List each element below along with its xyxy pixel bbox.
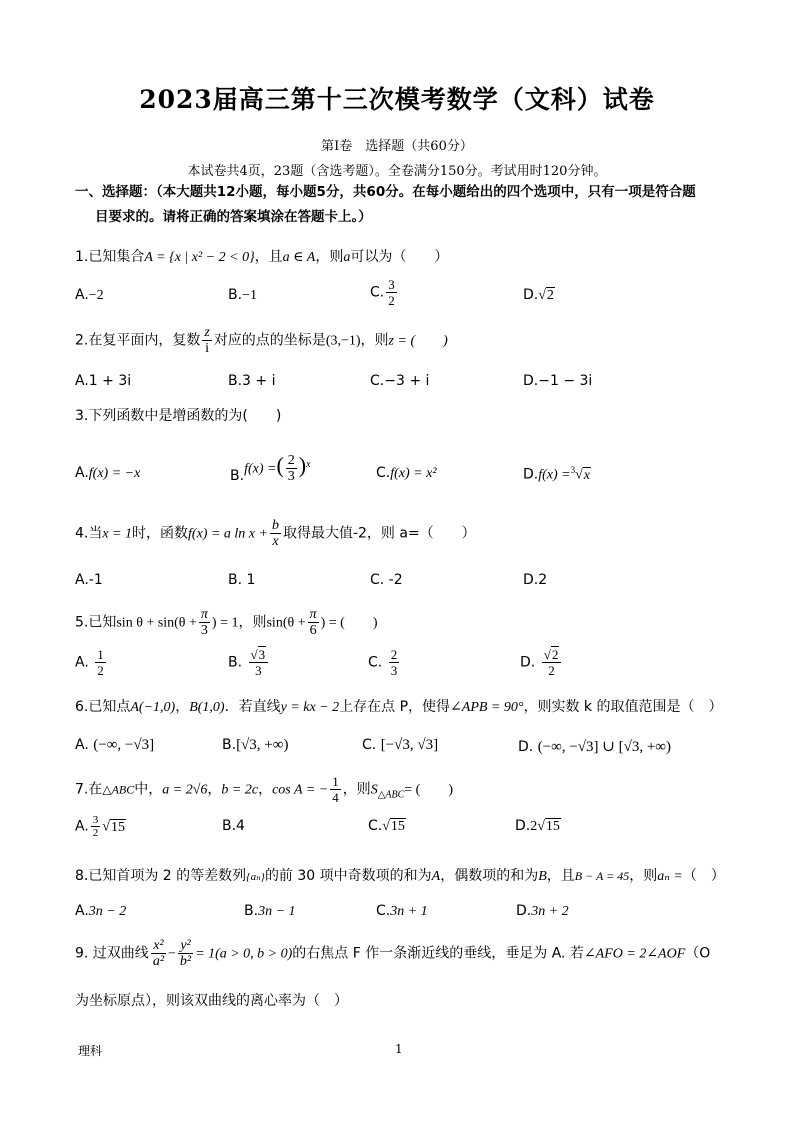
q6-option-c[interactable]: C. [−√3, √3] xyxy=(362,737,439,753)
q1-option-c[interactable]: C. $\frac{3}{2}$ xyxy=(370,277,395,308)
q1-option-d[interactable]: D.√2 xyxy=(523,287,554,303)
q6-option-a[interactable]: A. (−∞, −√3] xyxy=(75,737,155,753)
page-title: 2023届高三第十三次模考数学（文科）试卷 xyxy=(139,85,655,114)
q8-option-d[interactable]: D.3n + 2 xyxy=(516,903,569,919)
q4-option-b[interactable]: B. 1 xyxy=(228,572,256,588)
q2-option-c[interactable]: C.−3 + i xyxy=(370,373,430,389)
question-2: 2.在复平面内，复数 $\frac{z}{i}$ 对应的点的坐标是(3,−1)，则z = ( ) xyxy=(75,325,448,356)
q4-option-a[interactable]: A.-1 xyxy=(75,572,103,588)
q4-option-c[interactable]: C. -2 xyxy=(370,572,403,588)
exam-notice: 本试卷共4页，23题（含选考题）。全卷满分150分。考试用时120分钟。 xyxy=(187,164,607,179)
q8-option-a[interactable]: A.3n − 2 xyxy=(75,903,127,919)
question-9: 9. 过双曲线 $\frac{\text{x²}}{\text{a²}}$ − $\frac{\text{y²}}{\text{b²}}$ = 1(a > 0, b > 0)的右焦点 F 作一条渐近线的垂线，垂足为 A. 若∠AFO = 2∠AOF（O xyxy=(75,938,711,969)
question-4: 4.当x = 1时，函数f(x) = a ln x + $\frac{b}{x}$ 取得最大值-2，则 a=（ ） xyxy=(75,518,476,549)
q1-option-a[interactable]: A.−2 xyxy=(75,287,104,303)
q5-option-d[interactable]: D. $\frac{√2}{2}$ xyxy=(520,647,563,678)
q3-option-b[interactable]: B.f(x) =( $\frac{2}{3}$ )$^x$ xyxy=(230,452,311,484)
q5-option-c[interactable]: C. $\frac{2}{3}$ xyxy=(368,647,398,678)
section-heading-line2: 目要求的。请将正确的答案填涂在答题卡上。） xyxy=(95,209,372,225)
question-9-line2: 为坐标原点），则该双曲线的离心率为（ ） xyxy=(75,993,348,1009)
question-5: 5.已知sin θ + sin(θ + $\frac{\pi}{3}$ ) = 1，则sin(θ + $\frac{\pi}{6}$ ) = ( ) xyxy=(75,607,378,638)
q5-option-a[interactable]: A. $\frac{1}{2}$ xyxy=(75,647,104,678)
q3-option-a[interactable]: A.f(x) = −x xyxy=(75,465,141,481)
question-6: 6.已知点A(−1,0)，B(1,0)．若直线y = kx − 2上存在点 P，使得∠APB = 90°，则实数 k 的取值范围是（ ） xyxy=(75,699,723,715)
q7-option-b[interactable]: B.4 xyxy=(222,818,245,834)
q6-option-b[interactable]: B.[√3, +∞) xyxy=(222,737,289,753)
q8-option-b[interactable]: B.3n − 1 xyxy=(244,903,296,919)
q4-option-d[interactable]: D.2 xyxy=(523,572,548,588)
q2-option-a[interactable]: A.1 + 3i xyxy=(75,373,132,389)
q3-option-d[interactable]: D.f(x) =$^3$√x xyxy=(523,465,591,483)
footer-subject: 理科 xyxy=(78,1044,103,1058)
q7-option-c[interactable]: C.√15 xyxy=(368,818,405,834)
q1-option-b[interactable]: B.−1 xyxy=(228,287,257,303)
q7-option-d[interactable]: D.2√15 xyxy=(515,818,560,834)
q6-option-d[interactable]: D. (−∞, −√3] ∪ [√3, +∞) xyxy=(518,739,671,755)
q3-option-c[interactable]: C.f(x) = x² xyxy=(376,465,437,481)
section-heading-line1: 一、选择题：（本大题共12小题，每小题5分，共60分。在每小题给出的四个选项中，只有一项是符合题 xyxy=(75,184,696,200)
q2-option-b[interactable]: B.3 + i xyxy=(228,373,276,389)
section-label: 第Ⅰ卷 选择题（共60分） xyxy=(321,139,473,154)
question-7: 7.在△ABC中，a = 2√6，b = 2c，cos A = − $\frac{1}{4}$ ，则$S_{\triangle ABC}=$ ( ) xyxy=(75,774,453,805)
q2-option-d[interactable]: D.−1 − 3i xyxy=(523,373,593,389)
question-3: 3.下列函数中是增函数的为( ) xyxy=(75,408,282,424)
page-number: 1 xyxy=(395,1042,403,1056)
q5-option-b[interactable]: B. $\frac{√3}{3}$ xyxy=(228,647,270,678)
q8-option-c[interactable]: C.3n + 1 xyxy=(376,903,428,919)
question-1: 1.已知集合A = {x | x² − 2 < 0}，且a ∈ A，则a可以为（ ） xyxy=(75,249,449,265)
question-8: 8.已知首项为 2 的等差数列{aₙ}的前 30 项中奇数项的和为A，偶数项的和为B，且B − A = 45，则aₙ =（ ） xyxy=(75,868,725,884)
q7-option-a[interactable]: A. $\frac{3}{2}$ √15 xyxy=(75,814,125,839)
